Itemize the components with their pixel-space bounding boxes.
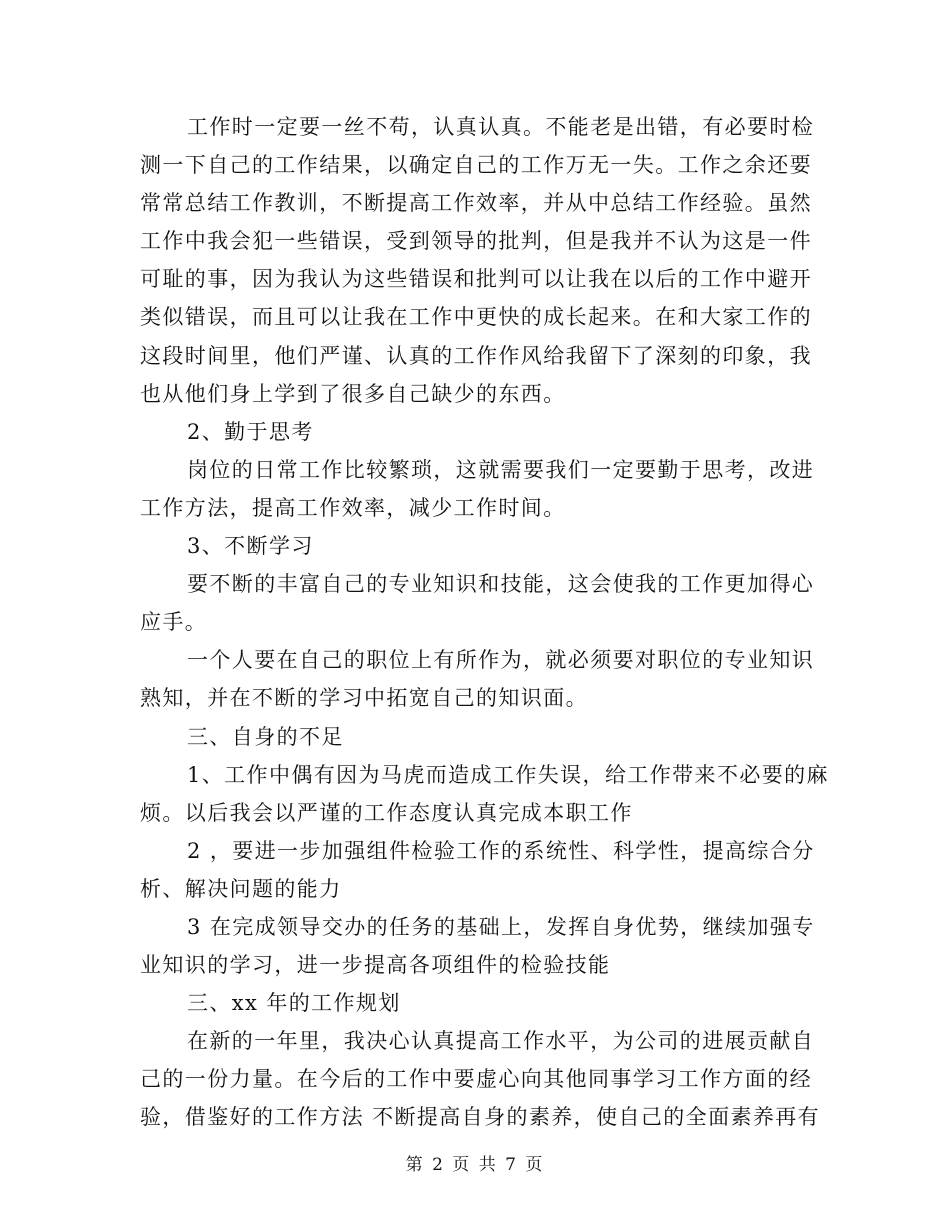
text-line: 可耻的事，因为我认为这些错误和批判可以让我在以后的工作中避开	[140, 267, 812, 292]
text-line: 业知识的学习，进一步提高各项组件的检验技能	[140, 953, 611, 978]
text-line: 2、勤于思考	[187, 419, 314, 444]
text-line: 工作中我会犯一些错误，受到领导的批判，但是我并不认为这是一件	[140, 229, 812, 254]
text-line: 三、xx 年的工作规划	[187, 991, 401, 1016]
page-footer	[0, 1150, 950, 1175]
text-line: 2 ，要进一步加强组件检验工作的系统性、科学性，提高综合分	[187, 838, 815, 863]
text-line: 3、不断学习	[187, 534, 314, 559]
text-line: 工作时一定要一丝不苟，认真认真。不能老是出错，有必要时检	[187, 115, 815, 139]
page-number: 第 2 页 共 7 页	[405, 1155, 545, 1175]
text-line: 常常总结工作教训，不断提高工作效率，并从中总结工作经验。虽然	[140, 191, 812, 216]
text-line: 验，借鉴好的工作方法 不断提高自身的素养，使自己的全面素养再有	[140, 1105, 821, 1130]
text-line: 这段时间里，他们严谨、认真的工作作风给我留下了深刻的印象，我	[140, 343, 812, 368]
text-line: 应手。	[140, 610, 208, 635]
text-line: 测一下自己的工作结果，以确定自己的工作万无一失。工作之余还要	[140, 153, 812, 178]
text-line: 也从他们身上学到了很多自己缺少的东西。	[140, 381, 566, 406]
text-line: 一个人要在自己的职位上有所作为，就必须要对职位的专业知识	[187, 648, 815, 673]
text-line: 三、自身的不足	[187, 724, 344, 749]
text-line: 3 在完成领导交办的任务的基础上，发挥自身优势，继续加强专	[187, 914, 815, 939]
text-line: 岗位的日常工作比较繁琐，这就需要我们一定要勤于思考，改进	[187, 457, 815, 482]
text-line: 1、工作中偶有因为马虎而造成工作失误，给工作带来不必要的麻	[187, 762, 829, 787]
text-line: 析、解决问题的能力	[140, 876, 342, 901]
text-line: 熟知，并在不断的学习中拓宽自己的知识面。	[140, 686, 588, 711]
text-line: 在新的一年里，我决心认真提高工作水平，为公司的进展贡献自	[187, 1029, 815, 1054]
text-line: 工作方法，提高工作效率，减少工作时间。	[140, 495, 566, 520]
text-line: 己的一份力量。在今后的工作中要虚心向其他同事学习工作方面的经	[140, 1067, 812, 1092]
text-line: 类似错误，而且可以让我在工作中更快的成长起来。在和大家工作的	[140, 305, 812, 330]
body-text	[140, 108, 829, 1137]
text-line: 烦。以后我会以严谨的工作态度认真完成本职工作	[140, 800, 633, 825]
text-line: 要不断的丰富自己的专业知识和技能，这会使我的工作更加得心	[187, 572, 815, 597]
